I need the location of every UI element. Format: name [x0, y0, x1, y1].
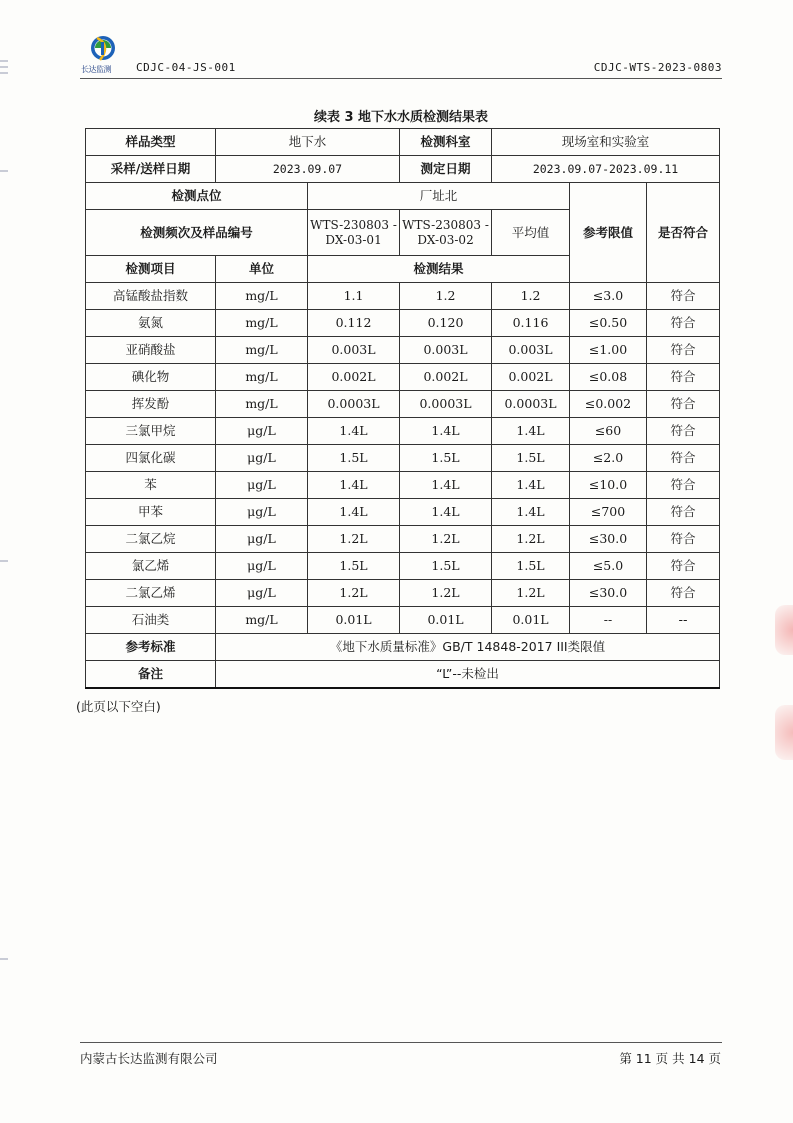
limit-cell: ≤2.0 — [570, 445, 647, 472]
unit-cell: μg/L — [216, 418, 308, 445]
item-cell: 苯 — [86, 472, 216, 499]
standard-value: 《地下水质量标准》GB/T 14848-2017 III类限值 — [216, 634, 720, 661]
test-date-value: 2023.09.07-2023.09.11 — [492, 156, 720, 183]
table-row — [86, 283, 720, 310]
conform-cell: 符合 — [647, 418, 720, 445]
limit-cell: ≤1.00 — [570, 337, 647, 364]
unit-cell: μg/L — [216, 445, 308, 472]
value-2-cell: 0.0003L — [400, 391, 492, 418]
results-table — [85, 128, 720, 689]
conform-cell: 符合 — [647, 445, 720, 472]
remark-value: “L”--未检出 — [216, 661, 720, 688]
table-row — [86, 499, 720, 526]
item-cell: 三氯甲烷 — [86, 418, 216, 445]
limit-cell: ≤30.0 — [570, 580, 647, 607]
value-2-cell: 0.01L — [400, 607, 492, 634]
unit-cell: μg/L — [216, 499, 308, 526]
unit-cell: mg/L — [216, 391, 308, 418]
value-1-cell: 1.5L — [308, 445, 400, 472]
conform-cell: 符合 — [647, 580, 720, 607]
limit-cell: ≤3.0 — [570, 283, 647, 310]
value-1-cell: 1.4L — [308, 472, 400, 499]
seal-fragment — [775, 605, 793, 655]
limit-cell: ≤0.002 — [570, 391, 647, 418]
item-cell: 石油类 — [86, 607, 216, 634]
report-number: CDJC-WTS-2023-0803 — [593, 61, 722, 74]
conform-cell: 符合 — [647, 283, 720, 310]
conform-cell: 符合 — [647, 553, 720, 580]
table-caption: 续表 3 地下水水质检测结果表 — [313, 110, 489, 125]
item-cell: 四氯化碳 — [86, 445, 216, 472]
value-1-cell: 1.4L — [308, 418, 400, 445]
limit-cell: ≤0.08 — [570, 364, 647, 391]
punch-mark — [0, 66, 8, 68]
limit-cell: ≤10.0 — [570, 472, 647, 499]
value-1-cell: 1.2L — [308, 580, 400, 607]
average-cell: 0.003L — [492, 337, 570, 364]
page-number: 第 11 页 共 14 页 — [619, 1051, 721, 1066]
doc-code: CDJC-04-JS-001 — [136, 61, 236, 74]
unit-header: 单位 — [216, 256, 308, 283]
average-cell: 1.5L — [492, 445, 570, 472]
conform-cell: 符合 — [647, 499, 720, 526]
table-row — [86, 472, 720, 499]
value-1-cell: 1.5L — [308, 553, 400, 580]
standard-label: 参考标准 — [86, 634, 216, 661]
average-cell: 0.116 — [492, 310, 570, 337]
item-cell: 挥发酚 — [86, 391, 216, 418]
value-1-cell: 1.1 — [308, 283, 400, 310]
unit-cell: μg/L — [216, 472, 308, 499]
lab-label: 检测科室 — [400, 129, 492, 156]
result-header: 检测结果 — [308, 256, 570, 283]
table-row — [86, 607, 720, 634]
table-row — [86, 445, 720, 472]
item-cell: 二氯乙烯 — [86, 580, 216, 607]
average-cell: 1.4L — [492, 472, 570, 499]
sample-id-1: WTS-230803 -DX-03-01 — [308, 210, 400, 256]
value-2-cell: 0.002L — [400, 364, 492, 391]
conform-cell: 符合 — [647, 472, 720, 499]
conform-cell: 符合 — [647, 337, 720, 364]
item-cell: 氨氮 — [86, 310, 216, 337]
value-1-cell: 1.2L — [308, 526, 400, 553]
punch-mark — [0, 72, 8, 74]
value-1-cell: 1.4L — [308, 499, 400, 526]
average-cell: 1.2L — [492, 526, 570, 553]
average-cell: 1.2L — [492, 580, 570, 607]
value-2-cell: 1.2L — [400, 526, 492, 553]
limit-header: 参考限值 — [570, 183, 647, 283]
test-date-label: 测定日期 — [400, 156, 492, 183]
value-2-cell: 1.5L — [400, 445, 492, 472]
average-cell: 1.4L — [492, 418, 570, 445]
conform-cell: 符合 — [647, 364, 720, 391]
footer-divider — [80, 1042, 722, 1043]
value-2-cell: 0.120 — [400, 310, 492, 337]
average-cell: 0.0003L — [492, 391, 570, 418]
unit-cell: μg/L — [216, 580, 308, 607]
site-row — [86, 183, 720, 210]
value-2-cell: 1.4L — [400, 418, 492, 445]
unit-cell: mg/L — [216, 364, 308, 391]
company-name: 内蒙古长达监测有限公司 — [80, 1051, 218, 1066]
average-cell: 1.4L — [492, 499, 570, 526]
conform-cell: 符合 — [647, 526, 720, 553]
table-row — [86, 526, 720, 553]
unit-cell: mg/L — [216, 337, 308, 364]
limit-cell: ≤60 — [570, 418, 647, 445]
average-cell: 1.5L — [492, 553, 570, 580]
punch-mark — [0, 958, 8, 960]
sampling-date-value: 2023.09.07 — [216, 156, 400, 183]
punch-mark — [0, 170, 8, 172]
average-cell: 0.01L — [492, 607, 570, 634]
average-cell: 1.2 — [492, 283, 570, 310]
seal-fragment — [775, 705, 793, 760]
site-value: 厂址北 — [308, 183, 570, 210]
item-header: 检测项目 — [86, 256, 216, 283]
freq-label: 检测频次及样品编号 — [86, 210, 308, 256]
punch-mark — [0, 60, 8, 62]
logo-text: 长达监测 — [81, 65, 111, 74]
table-row — [86, 418, 720, 445]
conform-cell: 符合 — [647, 391, 720, 418]
remark-label: 备注 — [86, 661, 216, 688]
punch-mark — [0, 560, 8, 562]
value-2-cell: 1.4L — [400, 499, 492, 526]
blank-note: (此页以下空白) — [76, 699, 161, 714]
table-row — [86, 391, 720, 418]
unit-cell: μg/L — [216, 553, 308, 580]
value-2-cell: 1.5L — [400, 553, 492, 580]
table-row — [86, 310, 720, 337]
value-2-cell: 1.4L — [400, 472, 492, 499]
avg-header: 平均值 — [492, 210, 570, 256]
item-cell: 甲苯 — [86, 499, 216, 526]
sampling-date-label: 采样/送样日期 — [86, 156, 216, 183]
value-1-cell: 0.112 — [308, 310, 400, 337]
conform-header: 是否符合 — [647, 183, 720, 283]
value-2-cell: 0.003L — [400, 337, 492, 364]
table-row — [86, 364, 720, 391]
standard-row — [86, 634, 720, 661]
value-1-cell: 0.0003L — [308, 391, 400, 418]
sample-type-label: 样品类型 — [86, 129, 216, 156]
conform-cell: -- — [647, 607, 720, 634]
company-logo-icon — [80, 34, 126, 74]
limit-cell: ≤0.50 — [570, 310, 647, 337]
limit-cell: ≤5.0 — [570, 553, 647, 580]
item-cell: 二氯乙烷 — [86, 526, 216, 553]
item-cell: 碘化物 — [86, 364, 216, 391]
value-1-cell: 0.003L — [308, 337, 400, 364]
item-cell: 高锰酸盐指数 — [86, 283, 216, 310]
value-1-cell: 0.01L — [308, 607, 400, 634]
table-row — [86, 580, 720, 607]
unit-cell: mg/L — [216, 283, 308, 310]
table-row — [86, 337, 720, 364]
unit-cell: mg/L — [216, 310, 308, 337]
page-header — [80, 34, 722, 79]
lab-value: 现场室和实验室 — [492, 129, 720, 156]
limit-cell: ≤30.0 — [570, 526, 647, 553]
info-row — [86, 156, 720, 183]
value-2-cell: 1.2L — [400, 580, 492, 607]
remark-row — [86, 661, 720, 688]
info-row — [86, 129, 720, 156]
unit-cell: mg/L — [216, 607, 308, 634]
average-cell: 0.002L — [492, 364, 570, 391]
table-row — [86, 553, 720, 580]
sample-id-2: WTS-230803 -DX-03-02 — [400, 210, 492, 256]
value-1-cell: 0.002L — [308, 364, 400, 391]
item-cell: 亚硝酸盐 — [86, 337, 216, 364]
unit-cell: μg/L — [216, 526, 308, 553]
sample-type-value: 地下水 — [216, 129, 400, 156]
site-label: 检测点位 — [86, 183, 308, 210]
conform-cell: 符合 — [647, 310, 720, 337]
limit-cell: -- — [570, 607, 647, 634]
item-cell: 氯乙烯 — [86, 553, 216, 580]
value-2-cell: 1.2 — [400, 283, 492, 310]
limit-cell: ≤700 — [570, 499, 647, 526]
